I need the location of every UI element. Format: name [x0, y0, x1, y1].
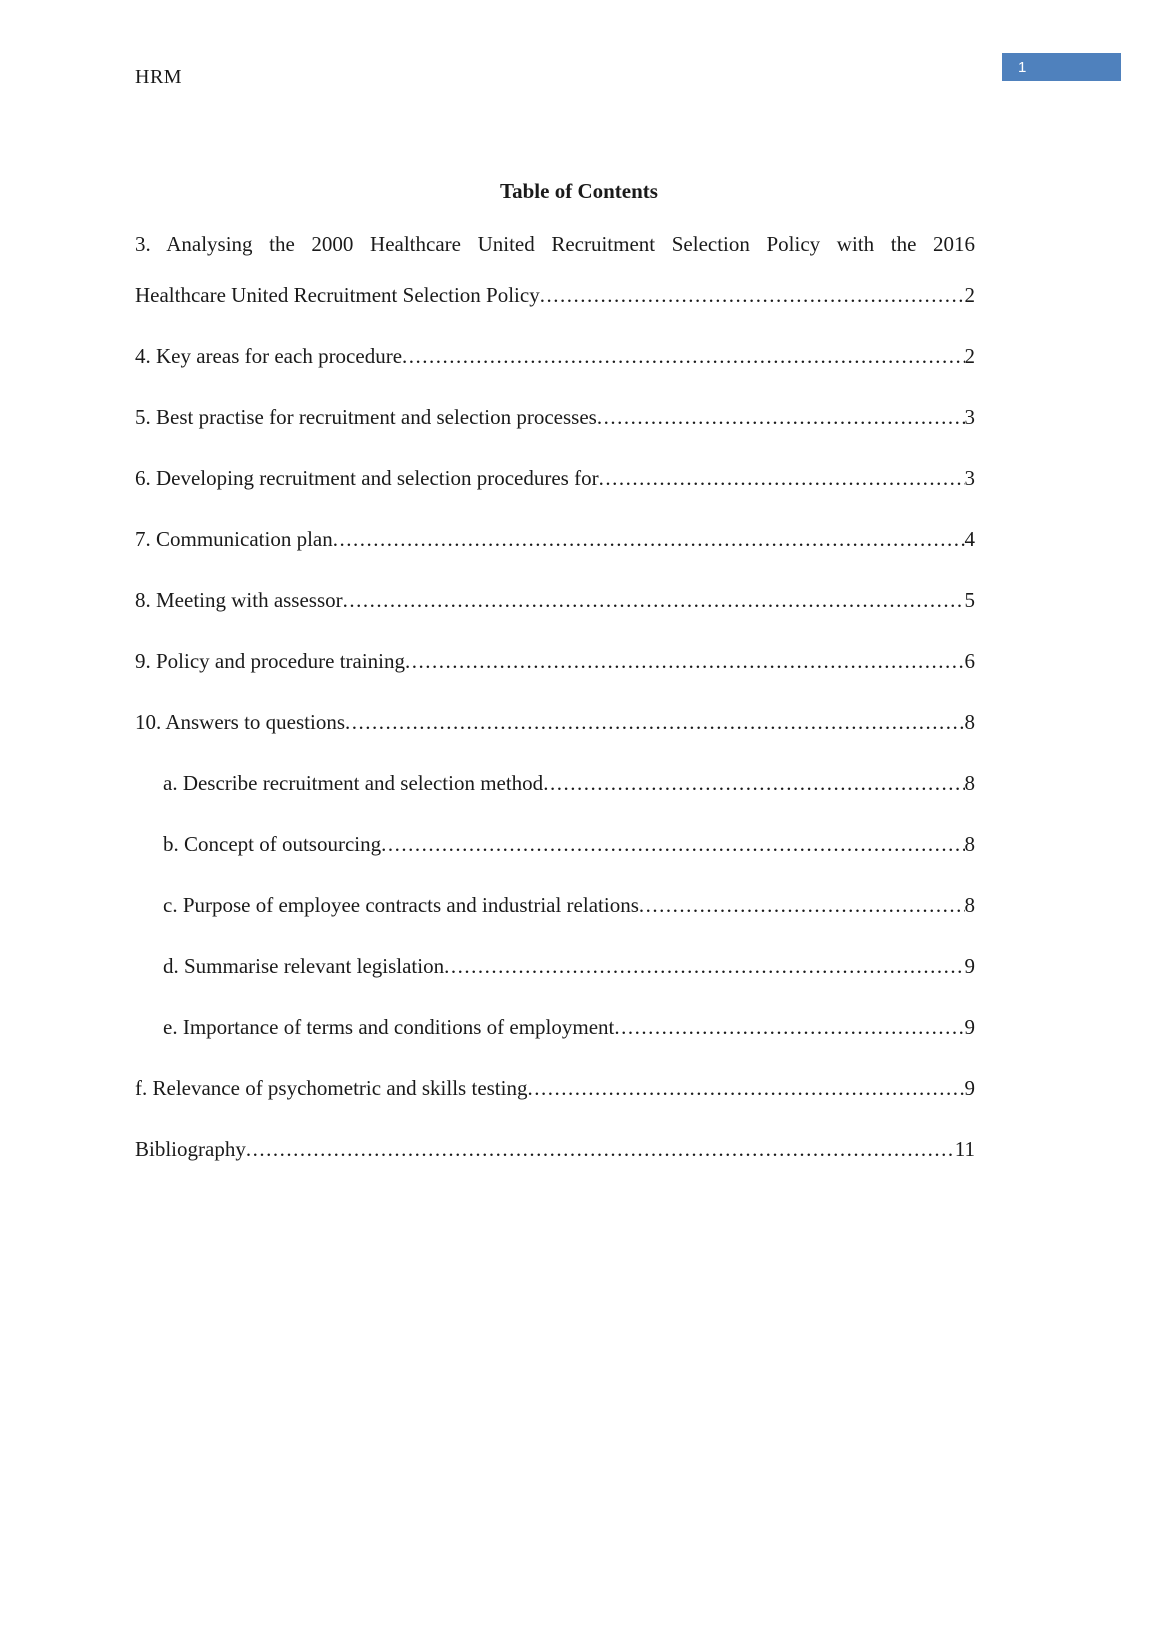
toc-entry-page: 3 [964, 466, 975, 490]
toc-entry[interactable] [135, 708, 975, 736]
toc-entry-label: 8. Meeting with assessor [135, 588, 343, 612]
toc-entry-page: 2 [964, 344, 975, 368]
toc-entry-label: 10. Answers to questions [135, 710, 345, 734]
toc-subentry[interactable] [135, 891, 975, 919]
toc-entry-label: e. Importance of terms and conditions of employment [163, 1015, 615, 1039]
toc-entry-page: 9 [964, 954, 975, 978]
toc-dot-leader [540, 281, 965, 309]
toc-dot-leader [405, 647, 964, 675]
toc-subentry[interactable] [135, 952, 975, 980]
toc-entry-label: 7. Communication plan [135, 527, 333, 551]
toc-dot-leader [597, 403, 965, 431]
page-number-value: 1 [1018, 58, 1027, 76]
toc-entry-page: 8 [964, 893, 975, 917]
toc-entry[interactable] [135, 403, 975, 431]
toc-entry[interactable] [135, 525, 975, 553]
toc-entry-label: 5. Best practise for recruitment and selection processes [135, 405, 597, 429]
toc-entry[interactable] [135, 230, 975, 309]
toc-dot-leader [614, 1013, 964, 1041]
toc-entry[interactable] [135, 586, 975, 614]
toc-entry-page: 8 [964, 710, 975, 734]
toc-entry-label: c. Purpose of employee contracts and industrial relations [163, 893, 639, 917]
table-of-contents [135, 230, 975, 1196]
toc-entry-label: a. Describe recruitment and selection method [163, 771, 544, 795]
document-header-label: HRM [135, 66, 183, 88]
toc-dot-leader [402, 342, 964, 370]
toc-subentry[interactable] [135, 1013, 975, 1041]
toc-dot-leader [246, 1135, 955, 1163]
toc-entry-page: 9 [964, 1015, 975, 1039]
toc-subentry[interactable] [135, 830, 975, 858]
toc-subentry[interactable] [135, 769, 975, 797]
toc-entry-page: 3 [964, 405, 975, 429]
toc-entry-page: 11 [954, 1137, 975, 1161]
toc-entry-label: b. Concept of outsourcing [163, 832, 382, 856]
toc-dot-leader [444, 952, 964, 980]
toc-entry-page: 9 [964, 1076, 975, 1100]
toc-entry[interactable] [135, 1074, 975, 1102]
toc-entry-bibliography[interactable] [135, 1135, 975, 1163]
toc-entry[interactable] [135, 464, 975, 492]
toc-entry[interactable] [135, 647, 975, 675]
toc-dot-leader [599, 464, 965, 492]
toc-entry[interactable] [135, 342, 975, 370]
toc-dot-leader [543, 769, 964, 797]
toc-entry-page: 5 [964, 588, 975, 612]
toc-entry-label: Bibliography [135, 1137, 246, 1161]
toc-dot-leader [345, 708, 965, 736]
toc-entry-page: 8 [964, 832, 975, 856]
toc-entry-label: 4. Key areas for each procedure [135, 344, 403, 368]
toc-entry-label: 6. Developing recruitment and selection procedures for [135, 466, 599, 490]
page-number-badge [1002, 53, 1121, 81]
page-title: Table of Contents [500, 179, 658, 203]
toc-entry-label: 9. Policy and procedure training [135, 649, 406, 673]
toc-entry-page: 2 [964, 283, 975, 307]
toc-entry-label: d. Summarise relevant legislation [163, 954, 445, 978]
toc-entry-page: 4 [964, 527, 975, 551]
toc-entry-line1: 3. Analysing the 2000 Healthcare United Recruitment Selection Policy with the 2016 [135, 232, 975, 256]
toc-dot-leader [527, 1074, 964, 1102]
toc-dot-leader [333, 525, 965, 553]
toc-entry-page: 6 [964, 649, 975, 673]
toc-entry-label: f. Relevance of psychometric and skills testing [135, 1076, 528, 1100]
toc-dot-leader [343, 586, 965, 614]
toc-dot-leader [381, 830, 964, 858]
toc-entry-label: Healthcare United Recruitment Selection Policy [135, 283, 540, 307]
toc-dot-leader [639, 891, 965, 919]
toc-entry-page: 8 [964, 771, 975, 795]
